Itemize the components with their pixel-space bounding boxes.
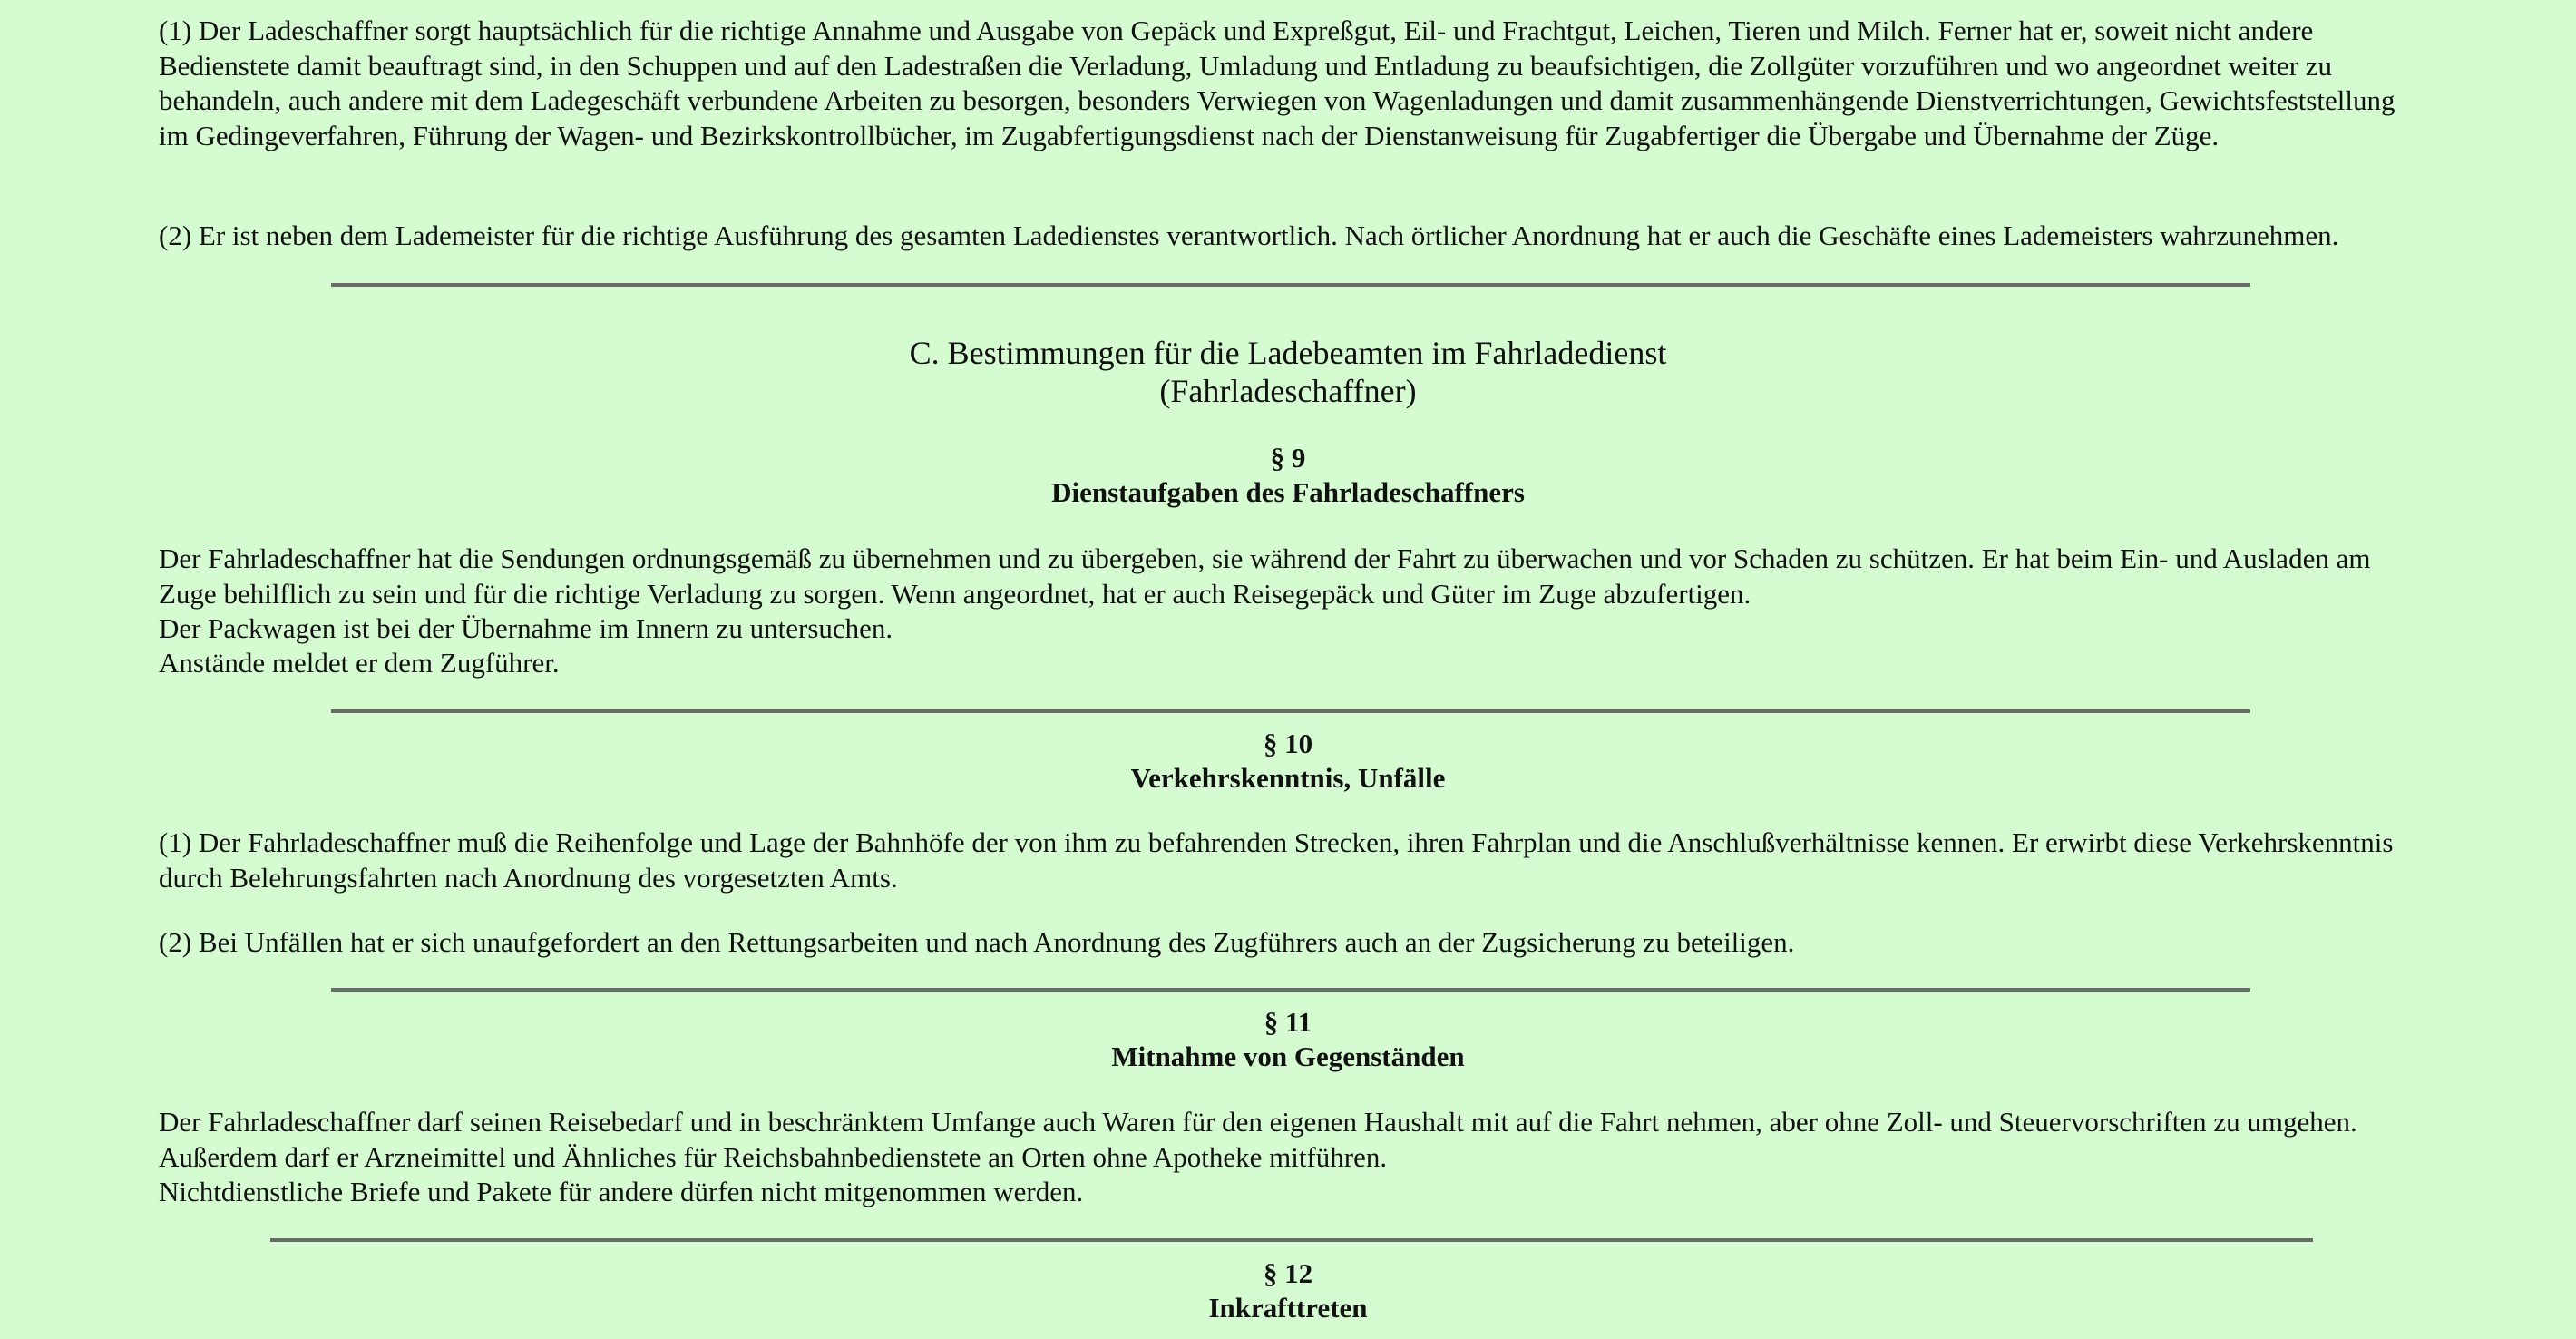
paragraph-9-number: § 9 — [1270, 442, 1306, 474]
paragraph-10-text-2: (2) Bei Unfällen hat er sich unaufgefordert an den Rettungsarbeiten und nach Anordnung des Zugführers auch an der Zugsicherung zu beteiligen. — [159, 926, 1795, 958]
paragraph-12-number: § 12 — [1263, 1257, 1313, 1289]
paragraph-9-text-packwagen: Der Packwagen ist bei der Übernahme im Innern zu untersuchen. — [159, 612, 893, 644]
section-c-subtitle: (Fahrladeschaffner) — [1159, 373, 1417, 409]
paragraph-10-text-1: (1) Der Fahrladeschaffner muß die Reihenfolge und Lage der Bahnhöfe der von ihm zu befahrenden Strecken, ihren Fahrplan und die Anschlußverhältnisse kennen. Er erwirbt diese Verkehrskenntnis durch Belehrungsfahrten nach Anordnung des vorgesetzten Amts. — [159, 826, 2394, 894]
paragraph-11-title: Mitnahme von Gegenständen — [1111, 1041, 1465, 1072]
paragraph-10-number: § 10 — [1263, 728, 1313, 759]
paragraph-11-number: § 11 — [1264, 1006, 1312, 1038]
section-divider — [331, 709, 2250, 713]
section-divider — [270, 1238, 2313, 1242]
paragraph-11-text: Der Fahrladeschaffner darf seinen Reisebedarf und in beschränktem Umfange auch Waren für den eigenen Haushalt mit auf die Fahrt nehmen, aber ohne Zoll- und Steuervorschriften zu umgehen. Außerdem darf er Arzneimittel und Ähnliches für Reichsbahnbedienstete an Orten ohne Apotheke mitführen. — [159, 1106, 2357, 1173]
paragraph-ladeschaffner-duties: (1) Der Ladeschaffner sorgt hauptsächlich für die richtige Annahme und Ausgabe von Gepäck und Expreßgut, Eil- und Frachtgut, Leichen, Tieren und Milch. Ferner hat er, soweit nicht andere Bedienstete damit beauftragt sind, in den Schuppen und auf den Ladestraßen die Verladung, Umladung und Entladung zu beaufsichtigen, die Zollgüter vorzuführen und wo angeordnet weiter zu behandeln, auch andere mit dem Ladegeschäft verbundene Arbeiten zu besorgen, besonders Verwiegen von Wagenladungen und damit zusammenhängende Dienstverrichtungen, Gewichtsfeststellung im Gedingeverfahren, Führung der Wagen- und Bezirkskontrollbücher, im Zugabfertigungsdienst nach der Dienstanweisung für Zugabfertiger die Übergabe und Übernahme der Züge. — [159, 15, 2395, 151]
paragraph-ladeschaffner-responsibility: (2) Er ist neben dem Lademeister für die richtige Ausführung des gesamten Ladedienstes verantwortlich. Nach örtlicher Anordnung hat er auch die Geschäfte eines Lademeisters wahrzunehmen. — [159, 220, 2339, 251]
paragraph-9-title: Dienstaufgaben des Fahrladeschaffners — [1051, 476, 1525, 508]
section-divider — [331, 988, 2250, 992]
paragraph-10-title: Verkehrskenntnis, Unfälle — [1130, 762, 1446, 794]
paragraph-12-title: Inkrafttreten — [1208, 1292, 1368, 1324]
section-divider — [331, 283, 2250, 287]
paragraph-9-text-anstaende: Anstände meldet er dem Zugführer. — [159, 647, 560, 679]
paragraph-11-text-briefe: Nichtdienstliche Briefe und Pakete für andere dürfen nicht mitgenommen werden. — [159, 1176, 1084, 1207]
section-c-title: C. Bestimmungen für die Ladebeamten im Fahrladedienst — [909, 335, 1667, 371]
paragraph-9-text: Der Fahrladeschaffner hat die Sendungen ordnungsgemäß zu übernehmen und zu übergeben, sie während der Fahrt zu überwachen und vor Schaden zu schützen. Er hat beim Ein- und Ausladen am Zuge behilflich zu sein und für die richtige Verladung zu sorgen. Wenn angeordnet, hat er auch Reisegepäck und Güter im Zuge abzufertigen. — [159, 542, 2371, 610]
